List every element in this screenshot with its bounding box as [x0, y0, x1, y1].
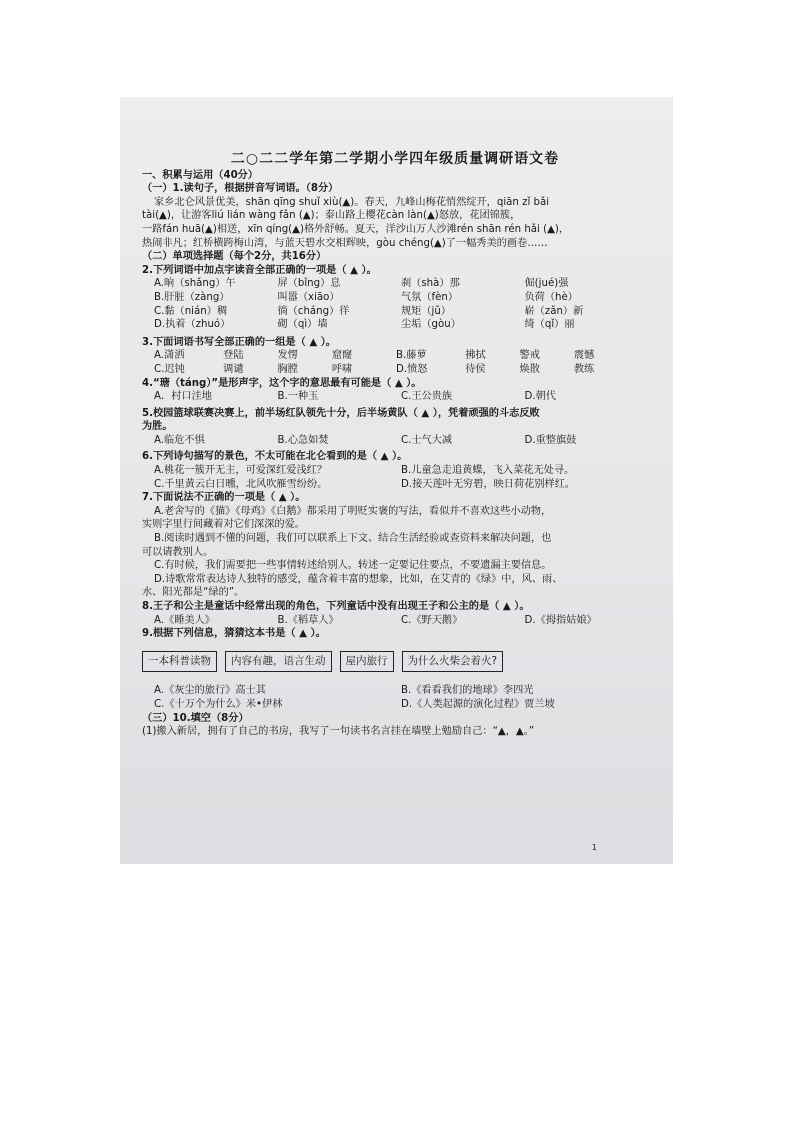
q2-option: 规矩（jǔ） [401, 305, 452, 317]
q2-option: 屏（bǐng）息 [277, 278, 341, 290]
scanned-photo [120, 97, 673, 864]
q9-option: D.《人类起源的演化过程》贾兰坡 [401, 698, 555, 710]
passage-line: 热闹非凡；红桥横跨梅山湾，与蓝天碧水交相辉映，gòu chéng(▲)了一幅秀美的画卷…… [142, 237, 548, 249]
q2-option: 刹（shà）那 [401, 278, 460, 290]
q3-word: 登陆 [223, 350, 244, 362]
q2-option-row [142, 318, 648, 332]
q3-word: 呼啸 [331, 363, 353, 375]
exam-sheet [142, 115, 648, 739]
part1-heading: （一）1.读句子，根据拼音写词语。（8分） [142, 183, 339, 195]
exam-title: 二○二二学年第二学期小学四年级质量调研语文卷 [230, 151, 560, 167]
q3-word: 震憾 [573, 350, 595, 362]
q3-word: A.潇洒 [154, 350, 185, 362]
q8-option: D.《拇指姑娘》 [524, 614, 597, 626]
q7-option-d-cont: 水、阳光都是“绿的”。 [142, 587, 245, 599]
q9-option: A.《灰尘的旅行》高士其 [154, 685, 266, 697]
q9-clue-box: 屋内旅行 [340, 651, 394, 673]
q9-option: C.《十万个为什么》米•伊林 [154, 698, 283, 710]
q8-option: A.《睡美人》 [154, 614, 215, 626]
q4-option: C.王公贵族 [401, 391, 453, 403]
q2-option-row [142, 291, 648, 305]
q5-option-row [142, 434, 648, 448]
q9-stem: 9.根据下列信息，猜猜这本书是（ ▲ ）。 [142, 628, 326, 640]
q3-word: 教练 [573, 363, 595, 375]
q6-option-row [142, 464, 648, 478]
q3-word: 警戒 [519, 350, 540, 362]
q4-stem: 4.“瑭（táng）”是形声字，这个字的意思最有可能是（ ▲ ）。 [142, 377, 422, 389]
q2-option: 尘垢（gòu） [401, 319, 461, 331]
q5-option: D.重整旗鼓 [524, 434, 577, 446]
q5-stem: 5.校园篮球联赛决赛上，前半场红队领先十分，后半场黄队（ ▲ ），凭着顽强的斗志反败 [142, 407, 540, 419]
q7-option-b: B.阅读时遇到不懂的问题，我们可以联系上下文、结合生活经验或查资料来解决问题，也 [154, 533, 552, 545]
q7-option-d: D.诗歌常常表达诗人独特的感受，蕴含着丰富的想象，比如，在艾青的《绿》中，风、雨、 [154, 573, 563, 585]
q2-option-row [142, 277, 648, 291]
q6-option: C.千里黄云白日曛，北风吹雁雪纷纷。 [154, 478, 328, 490]
q2-option: 气氛（fèn） [401, 291, 459, 303]
q8-stem: 8.王子和公主是童话中经常出现的角色，下列童话中没有出现王子和公主的是（ ▲ ）。 [142, 601, 530, 612]
q8-option-row [142, 614, 648, 628]
q2-option: 崭（zǎn）新 [524, 305, 584, 317]
q3-word: 待侯 [465, 363, 486, 375]
q6-option: D.接天莲叶无穷碧，映日荷花别样红。 [401, 478, 576, 490]
q3-word: C.迟钝 [154, 363, 185, 375]
q2-option: 倔(jué)强 [524, 278, 569, 290]
q10-item-1: (1)搬入新居，拥有了自己的书房，我写了一句读书名言挂在墙壁上勉励自己：“▲，▲。” [142, 726, 535, 738]
part2-heading: （二）单项选择题（每个2分，共16分） [142, 251, 327, 263]
q3-option-row [142, 349, 648, 363]
q9-option: B.《看看我们的地球》李四光 [401, 685, 534, 697]
q2-stem: 2.下列词语中加点字读音全部正确的一项是（ ▲ ）。 [142, 264, 377, 276]
q7-option-c: C.有时候，我们需要把一些事情转述给别人。转述一定要记住要点，不要遗漏主要信息。 [154, 560, 552, 572]
q5-stem-cont: 为胜。 [142, 421, 173, 433]
q9-clue-box: 内容有趣，语言生动 [225, 651, 332, 673]
q6-stem: 6.下列诗句描写的景色，不太可能在北仑看到的是（ ▲ ）。 [142, 451, 408, 463]
q6-option: B.儿童急走追黄蝶，飞入菜花无处寻。 [401, 465, 575, 477]
q3-stem: 3.下面词语书写全部正确的一组是（ ▲ ）。 [142, 336, 336, 348]
q2-option: C.黏（nián）稠 [154, 305, 228, 317]
q3-word: B.藤萝 [396, 350, 427, 362]
q5-option: B.心急如焚 [277, 434, 329, 446]
q2-option: A.晌（shǎng）午 [154, 278, 236, 290]
passage-line: tài(▲)，让游客liú lián wàng fǎn (▲)；泰山路上樱花càn làn(▲)怒放，花团锦簇， [142, 210, 521, 222]
q8-option: B.《稻草人》 [277, 614, 339, 626]
q3-word: 胸膛 [277, 363, 298, 375]
q2-option: 砌（qì）墙 [277, 319, 328, 331]
q5-option: A.临危不惧 [154, 434, 205, 446]
section-heading: 一、积累与运用（40分） [142, 169, 259, 181]
q4-option: D.朝代 [524, 391, 556, 403]
page-number: 1 [591, 843, 597, 852]
q2-option: D.执着（zhuó） [154, 319, 231, 331]
q2-option: 绮（qǐ）丽 [524, 319, 575, 331]
q3-word: D.愤怒 [396, 363, 428, 375]
q7-option-b-cont: 可以请教别人。 [142, 546, 214, 558]
q7-option-a: A.老舍写的《猫》《母鸡》《白鹅》都采用了明贬实褒的写法，看似并不喜欢这些小动物， [154, 505, 552, 517]
q9-clue-box: 一本科普读物 [142, 651, 217, 673]
q3-word: 发愣 [277, 350, 298, 362]
q6-option: A.桃花一簇开无主，可爱深红爱浅红？ [154, 465, 328, 477]
q9-clue-boxes [142, 651, 648, 673]
q9-option-row [142, 684, 648, 698]
q4-option: A．村口洼地 [154, 391, 212, 403]
q2-option: 负荷（hè） [524, 291, 578, 303]
passage-line: 一路fán huā(▲)相送，xīn qíng(▲)格外舒畅。夏天，洋沙山万人沙滩rén shān rén hǎi (▲)， [142, 223, 570, 235]
q2-option: 徜（cháng）徉 [277, 305, 350, 317]
q3-word: 焕散 [519, 363, 540, 375]
q2-option: 叫嚣（xiāo） [277, 291, 340, 303]
q4-option: B.一种玉 [277, 391, 319, 403]
q6-option-row [142, 478, 648, 492]
q3-word: 窟窿 [331, 350, 353, 362]
q4-option-row [142, 390, 648, 404]
q5-option: C.士气大减 [401, 434, 453, 446]
q3-option-row [142, 363, 648, 377]
q3-word: 拂拭 [465, 350, 486, 362]
q7-option-a-cont: 实则字里行间藏着对它们深深的爱。 [142, 519, 305, 531]
q2-option-row [142, 305, 648, 319]
q2-option: B.肝脏（zàng） [154, 291, 230, 303]
passage-line: 家乡北仑风景优美，shān qīng shuǐ xiù(▲)。春天，九峰山梅花悄然绽开，qiān zǐ bǎi [154, 196, 550, 208]
q7-stem: 7.下面说法不正确的一项是（ ▲ ）。 [142, 492, 306, 504]
q8-option: C.《野天鹅》 [401, 614, 463, 626]
q3-word: 调谴 [223, 363, 244, 375]
q9-option-row [142, 698, 648, 712]
part3-heading: （三）10.填空（8分） [142, 712, 249, 724]
q9-clue-box: 为什么火柴会着火? [402, 651, 504, 673]
